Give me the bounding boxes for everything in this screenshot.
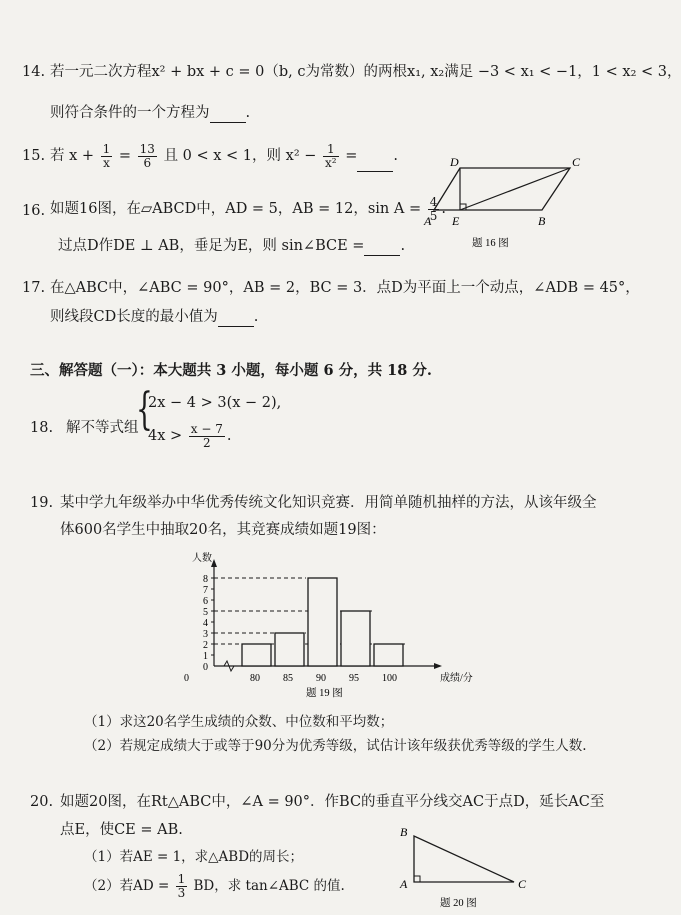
system-brace: {	[136, 384, 153, 435]
y-tick-label: 1	[203, 651, 208, 662]
figure-16-caption: 题 16 图	[472, 238, 509, 249]
answer-blank	[210, 108, 246, 123]
y-axis-label: 人数	[192, 553, 212, 564]
y-tick-label: 4	[203, 618, 208, 629]
label-b: B	[538, 214, 546, 228]
q18-inequality-2: 4x > $\frac{x - 7}{2}$ .	[148, 421, 232, 450]
q17-number: 17.	[22, 280, 46, 296]
origin-label: 0	[184, 673, 189, 684]
histogram-chart	[178, 548, 473, 699]
label-a: A	[424, 214, 432, 228]
histogram-bar	[275, 633, 304, 666]
y-tick-label: 7	[203, 585, 208, 596]
x-tick-label: 100	[382, 673, 397, 684]
fraction: $\frac{1}{\text{x²}}$	[325, 141, 337, 170]
q20-part1: （1）若AE = 1，求△ABD的周长；	[84, 849, 304, 865]
fraction: $\frac{4}{5}$	[429, 194, 438, 223]
q15-number: 15.	[22, 148, 46, 164]
y-tick-label: 3	[203, 629, 208, 640]
fraction: $\frac{13}{6}$	[139, 141, 155, 170]
x-axis-label: 成绩/分	[440, 673, 473, 684]
histogram-bar	[242, 644, 271, 666]
y-tick-label: 8	[203, 574, 208, 585]
q18-text: 解不等式组	[66, 420, 139, 436]
q19-line2: 体600名学生中抽取20名，其竞赛成绩如题19图：	[60, 522, 386, 538]
q20-line1: 如题20图，在Rt△ABC中，∠A = 90°．作BC的垂直平分线交AC于点D，延长AC至	[60, 794, 605, 810]
histogram-bar	[308, 578, 337, 666]
q19-number: 19.	[30, 495, 54, 511]
q19-line1: 某中学九年级举办中华优秀传统文化知识竞赛．用简单随机抽样的方法，从该年级全	[60, 495, 597, 511]
q16-number: 16.	[22, 203, 46, 219]
section-3-title: 三、解答题（一）：本大题共 3 小题，每小题 6 分，共 18 分.	[30, 362, 432, 379]
label-a: A	[400, 877, 408, 891]
right-triangle-figure	[396, 822, 536, 915]
label-c: C	[518, 877, 527, 891]
y-tick-label: 6	[203, 596, 208, 607]
y-tick-label: 5	[203, 607, 208, 618]
answer-blank	[364, 241, 400, 256]
y-tick-label: 0	[203, 662, 208, 673]
x-tick-label: 95	[349, 673, 359, 684]
label-e: E	[452, 214, 460, 228]
label-c: C	[572, 155, 581, 169]
y-tick-label: 2	[203, 640, 208, 651]
q20-part2: （2）若AD = $\frac{1}{3}$ BD，求 tan∠ABC 的值.	[84, 872, 345, 900]
figure-19-caption: 题 19 图	[306, 688, 343, 699]
fraction: $\frac{x - 7}{2}$	[190, 421, 223, 450]
right-angle-mark	[414, 876, 420, 882]
parallelogram-abcd	[434, 168, 570, 210]
q20-line2: 点E，使CE = AB.	[60, 822, 183, 838]
x-tick-label: 90	[316, 673, 326, 684]
label-b: B	[400, 825, 408, 839]
q19-part2: （2）若规定成绩大于或等于90分为优秀等级，试估计该年级获优秀等级的学生人数.	[84, 738, 587, 754]
answer-blank	[357, 157, 393, 172]
histogram-bar	[374, 644, 403, 666]
q17-line2: 则线段CD长度的最小值为 .	[50, 309, 259, 325]
q14-line1: 若一元二次方程x² + bx + c = 0（b, c为常数）的两根x₁, x₂满足 −3 < x₁ < −1，1 < x₂ < 3，	[50, 64, 681, 80]
segment-ce	[460, 168, 570, 210]
x-tick-label: 80	[250, 673, 260, 684]
q17-line1: 在△ABC中，∠ABC = 90°，AB = 2，BC = 3．点D为平面上一个动点，∠ADB = 45°，	[50, 280, 640, 296]
triangle-abc	[414, 836, 514, 882]
answer-blank	[218, 312, 254, 327]
q19-part1: （1）求这20名学生成绩的众数、中位数和平均数；	[84, 714, 394, 730]
parallelogram-figure	[410, 150, 610, 250]
x-axis-arrow	[434, 663, 442, 669]
q20-number: 20.	[30, 794, 54, 810]
q18-inequality-1: 2x − 4 > 3(x − 2),	[148, 395, 282, 411]
label-d: D	[450, 155, 459, 169]
fraction: $\frac{1}{x}$	[102, 141, 111, 170]
histogram-bar	[341, 611, 370, 666]
q16-line1: 如题16图，在▱ABCD中，AD = 5，AB = 12，sin A = $\frac{4}{5}$ .	[50, 194, 446, 223]
q14-line2: 则符合条件的一个方程为 .	[50, 105, 251, 121]
q16-line2: 过点D作DE ⊥ AB，垂足为E，则 sin∠BCE = .	[58, 238, 406, 254]
x-tick-label: 85	[283, 673, 293, 684]
fraction: $\frac{1}{3}$	[177, 872, 186, 900]
figure-20-caption: 题 20 图	[440, 898, 477, 909]
q15-line: 若 x + $\frac{1}{x}$ = $\frac{13}{6}$ 且 0 < x < 1，则 x² − $\frac{1}{\text{x²}}$ = .	[50, 140, 398, 172]
q18-number: 18.	[30, 420, 54, 436]
q14-number: 14.	[22, 64, 46, 80]
